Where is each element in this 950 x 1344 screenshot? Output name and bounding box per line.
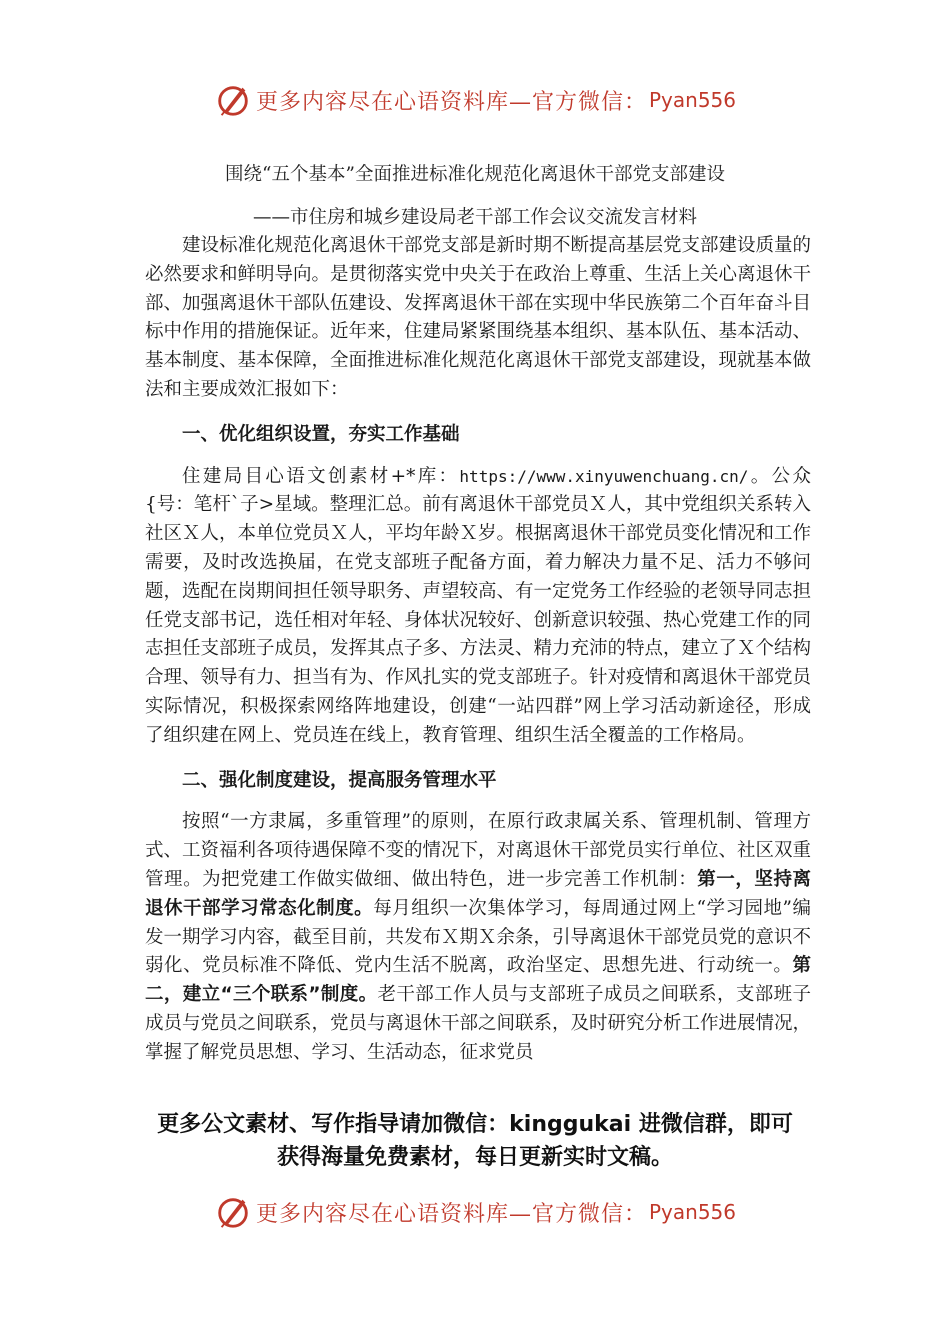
section-2-point-2: 第二，建立“三个联系”制度。 [145, 955, 811, 1006]
document-subtitle: ——市住房和城乡建设局老干部工作会议交流发言材料 [252, 207, 697, 228]
pen-feather-logo-icon [214, 1193, 252, 1231]
section-2-point-1: 第一，坚持离退休干部学习常态化制度。 [145, 868, 811, 919]
promo-line-2: 获得海量免费素材，每日更新实时文稿。 [276, 1145, 673, 1170]
section-1-text: 。公众{号：笔杆`子>星域。整理汇总。前有离退休干部党员Ｘ人，其中党组织关系转入社区Ｘ人，本单位党员Ｘ人，平均年龄Ｘ岁。根据离退休干部党员变化情况和工作需要，及时改选换届，在党支部班子配备方面，着力解决力量不足、活力不够问题，选配在岗期间担任领导职务、声望较高、有一定党务工作经验的老领导同志担任党支部书记，选任相对年轻、身体状况较好、创新意识较强、热心党建工作的同志担任支部班子成员，发挥其点子多、方法灵、精力充沛的特点，建立了Ｘ个结构合理、领导有力、担当有为、作风扎实的党支部班子。针对疫情和离退休干部党员实际情况，积极探索网络阵地建设，创建“一站四群”网上学习活动新途径，形成了组织建在网上、党员连在线上，教育管理、组织生活全覆盖的工作格局。 [145, 465, 812, 746]
section-2-text-c: 老干部工作人员与支部班子成员之间联系，支部班子成员与党员之间联系，党员与离退休干部之间联系，及时研究分析工作进展情况，掌握了解党员思想、学习、生活动态，征求党员 [145, 984, 812, 1063]
banner-wechat-id: Pyan556 [649, 88, 737, 112]
section-2-text-a: 按照“一方隶属，多重管理”的原则，在原行政隶属关系、管理机制、管理方式、工资福利各项待遇保障不变的情况下，对离退休干部党员实行单位、社区双重管理。为把党建工作做实做细、做出特色，进一步完善工作机制： [145, 811, 812, 890]
pen-feather-logo-icon [214, 81, 252, 119]
header-banner [0, 78, 950, 122]
banner-text: 更多内容尽在心语资料库—官方微信： [255, 89, 647, 115]
intro-paragraph: 建设标准化规范化离退休干部党支部是新时期不断提高基层党支部建设质量的必然要求和鲜明导向。是贯彻落实党中央关于在政治上尊重、生活上关心离退休干部、加强离退休干部队伍建设、发挥离退休干部在实现中华民族第二个百年奋斗目标中作用的措施保证。近年来，住建局紧紧围绕基本组织、基本队伍、基本活动、基本制度、基本保障，全面推进标准化规范化离退休干部党支部建设，现就基本做法和主要成效汇报如下： [145, 235, 812, 400]
banner-wechat-id: Pyan556 [649, 1200, 737, 1224]
section-1-lead: 住建局目心语文创素材+*库： [182, 465, 460, 487]
document-title: 围绕“五个基本”全面推进标准化规范化离退休干部党支部建设 [225, 164, 725, 185]
section-2-text-b: 每月组织一次集体学习，每周通过网上“学习园地”编发一期学习内容，截至目前，共发布Ｘ期Ｘ余条，引导离退休干部党员党的意识不弱化、党员标准不降低、党内生活不脱离，政治坚定、思想先进、行动统一。 [145, 897, 812, 977]
section-2-paragraph [145, 808, 811, 1067]
source-url-link[interactable]: https://www.xinyuwenchuang.cn/ [459, 466, 749, 486]
section-1-heading: 一、优化组织设置，夯实工作基础 [182, 423, 460, 445]
promo-line-1: 更多公文素材、写作指导请加微信：kinggukai 进微信群，即可 [157, 1112, 793, 1137]
banner-text: 更多内容尽在心语资料库—官方微信： [255, 1201, 647, 1227]
promo-notice [0, 1108, 950, 1174]
footer-banner [0, 1190, 950, 1234]
document-body [145, 232, 811, 1068]
section-1-paragraph [145, 463, 811, 751]
section-2-heading: 二、强化制度建设，提高服务管理水平 [182, 769, 497, 791]
